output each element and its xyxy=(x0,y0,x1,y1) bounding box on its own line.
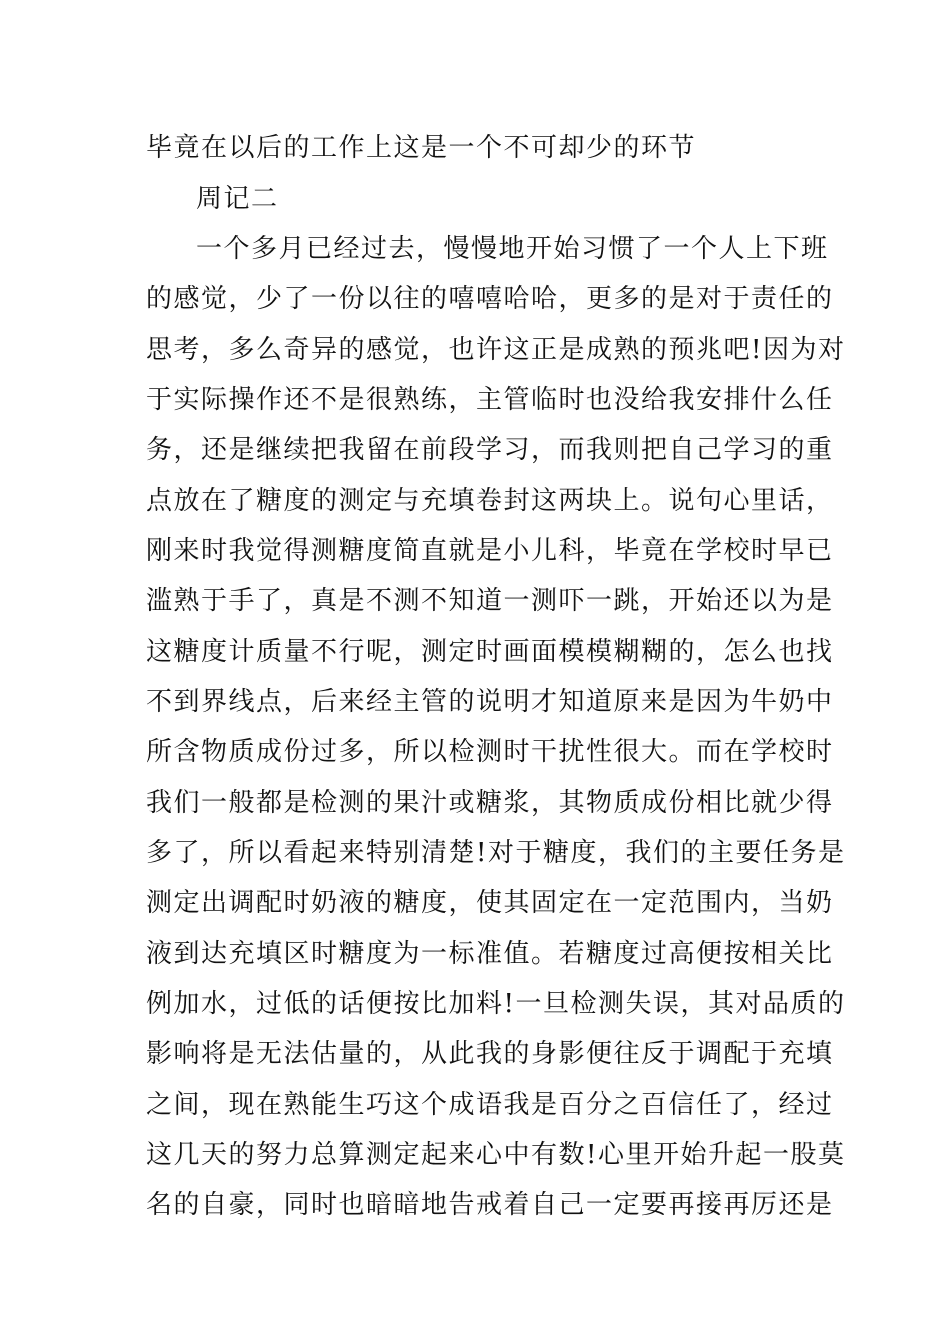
text-line: 测定出调配时奶液的糖度，使其固定在一定范围内，当奶 xyxy=(146,888,834,918)
text-line: 液到达充填区时糖度为一标准值。若糖度过高便按相关比 xyxy=(146,939,834,969)
text-line: 刚来时我觉得测糖度简直就是小儿科，毕竟在学校时早已 xyxy=(146,536,834,566)
text-line: 影响将是无法估量的，从此我的身影便往反于调配于充填 xyxy=(146,1039,834,1069)
text-line: 这糖度计质量不行呢，测定时画面模模糊糊的，怎么也找 xyxy=(146,637,834,667)
text-line: 多了，所以看起来特别清楚!对于糖度，我们的主要任务是 xyxy=(146,838,846,868)
text-line: 于实际操作还不是很熟练，主管临时也没给我安排什么任 xyxy=(146,385,834,415)
text-line: 思考，多么奇异的感觉，也许这正是成熟的预兆吧!因为对 xyxy=(146,335,846,365)
text-line: 这几天的努力总算测定起来心中有数!心里开始升起一股莫 xyxy=(146,1140,846,1170)
text-line: 务，还是继续把我留在前段学习，而我则把自己学习的重 xyxy=(146,435,834,465)
text-line: 滥熟于手了，真是不测不知道一测吓一跳，开始还以为是 xyxy=(146,586,834,616)
text-line: 名的自豪，同时也暗暗地告戒着自己一定要再接再厉还是 xyxy=(146,1190,834,1220)
text-line: 毕竟在以后的工作上这是一个不可却少的环节 xyxy=(146,133,697,163)
text-line: 之间，现在熟能生巧这个成语我是百分之百信任了，经过 xyxy=(146,1090,834,1120)
text-line: 所含物质成份过多，所以检测时干扰性很大。而在学校时 xyxy=(146,737,834,767)
text-line: 的感觉，少了一份以往的嘻嘻哈哈，更多的是对于责任的 xyxy=(146,284,834,314)
text-line: 例加水，过低的话便按比加料!一旦检测失误，其对品质的 xyxy=(146,989,846,1019)
section-heading: 周记二 xyxy=(196,184,279,214)
text-line: 一个多月已经过去，慢慢地开始习惯了一个人上下班 xyxy=(196,234,829,264)
text-line: 点放在了糖度的测定与充填卷封这两块上。说句心里话， xyxy=(146,486,834,516)
text-line: 我们一般都是检测的果汁或糖浆，其物质成份相比就少得 xyxy=(146,788,834,818)
text-line: 不到界线点，后来经主管的说明才知道原来是因为牛奶中 xyxy=(146,687,834,717)
